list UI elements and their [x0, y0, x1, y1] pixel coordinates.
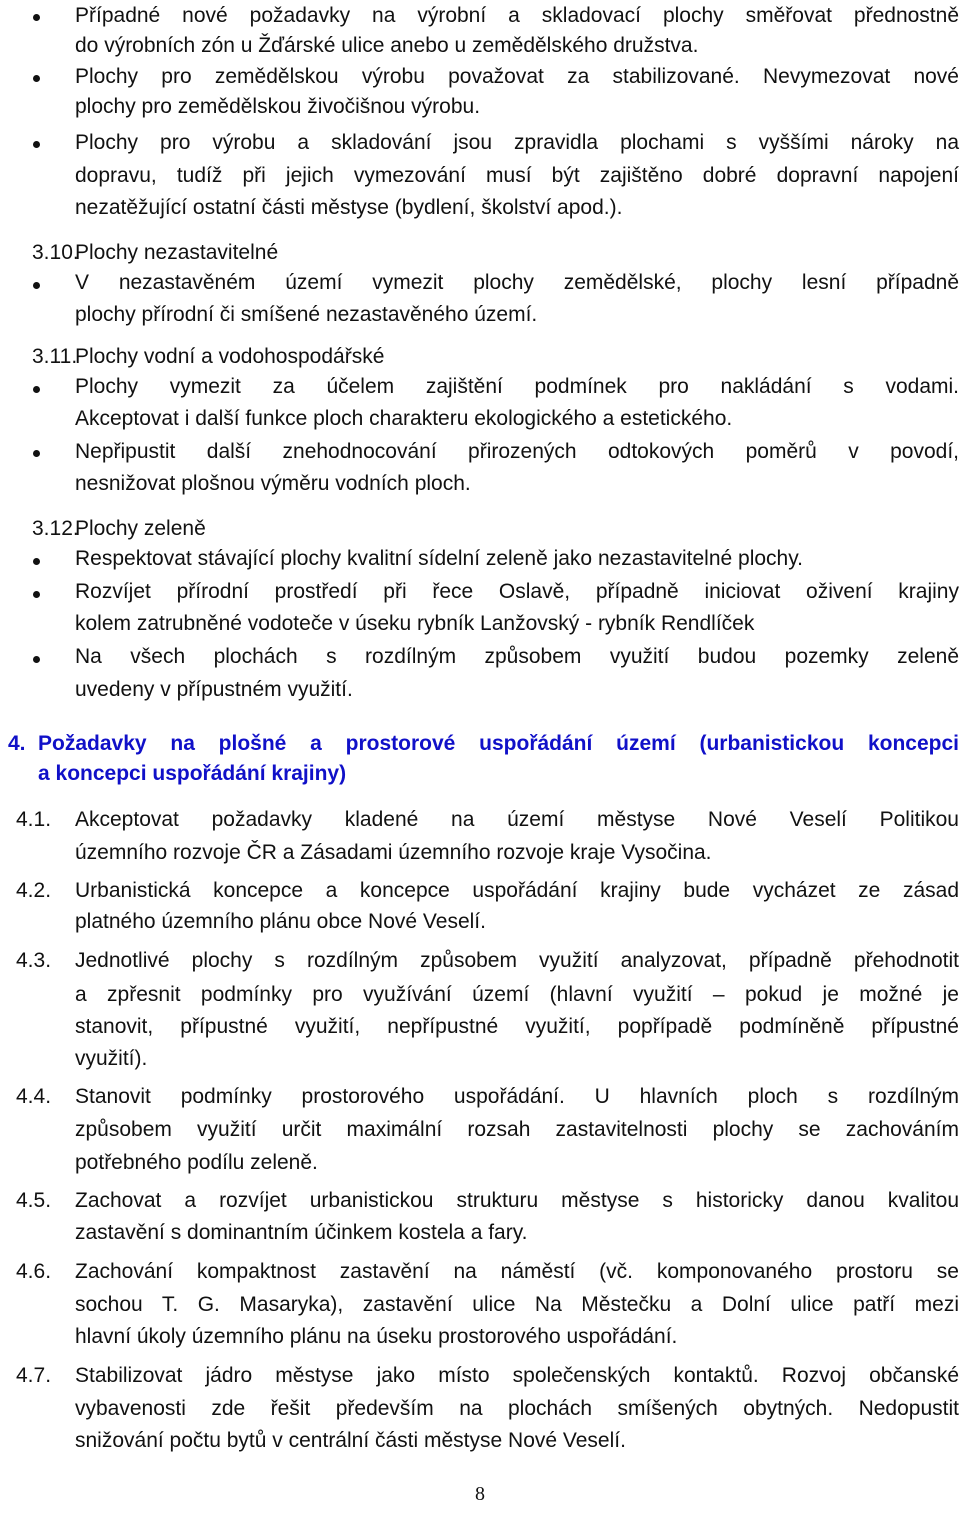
item-number: 4.4. [16, 1085, 52, 1108]
bullet-icon [33, 75, 40, 82]
text-line: využití). [75, 1047, 148, 1070]
text-line: platného územního plánu obce Nové Veselí. [75, 910, 486, 933]
text-line: Plochy vymezit za účelem zajištění podmínek pro nakládání s vodami. [75, 375, 959, 398]
text-line: Jednotlivé plochy s rozdílným způsobem využití analyzovat, případně přehodnotit [75, 949, 959, 972]
page-number: 8 [475, 1483, 485, 1505]
text-line: snižování počtu bytů v centrální části městyse Nové Veselí. [75, 1429, 626, 1452]
section-number: 3.12. [32, 517, 79, 540]
chapter-number: 4. [8, 732, 26, 755]
text-line: Stabilizovat jádro městyse jako místo společenských kontaktů. Rozvoj občanské [75, 1364, 959, 1387]
chapter-title: Požadavky na plošné a prostorové uspořádání území (urbanistickou koncepci [38, 732, 959, 755]
item-number: 4.1. [16, 808, 52, 831]
bullet-icon [33, 14, 40, 21]
item-number: 4.5. [16, 1189, 52, 1212]
text-line: nezatěžující ostatní části městyse (bydlení, školství apod.). [75, 196, 623, 219]
section-title: Plochy nezastavitelné [75, 241, 279, 264]
section-number: 3.10. [32, 241, 79, 264]
text-line: Na všech plochách s rozdílným způsobem využití budou pozemky zeleně [75, 645, 959, 668]
text-line: plochy přírodní či smíšené nezastavěného území. [75, 303, 538, 326]
chapter-title: a koncepci uspořádání krajiny) [38, 762, 347, 785]
bullet-icon [33, 141, 40, 148]
text-line: potřebného podílu zeleně. [75, 1151, 318, 1174]
text-line: V nezastavěném území vymezit plochy zemědělské, plochy lesní případně [75, 271, 959, 294]
bullet-icon [33, 386, 40, 393]
text-line: Urbanistická koncepce a koncepce uspořádání krajiny bude vycházet ze zásad [75, 879, 959, 902]
text-line: zastavění s dominantním účinkem kostela a fary. [75, 1221, 528, 1244]
section-title: Plochy vodní a vodohospodářské [75, 345, 385, 368]
text-line: Případné nové požadavky na výrobní a skladovací plochy směřovat přednostně [75, 4, 959, 27]
text-line: a zpřesnit podmínky pro využívání území (hlavní využití – pokud je možné je [75, 983, 959, 1006]
text-line: Rozvíjet přírodní prostředí při řece Oslavě, případně iniciovat oživení krajiny [75, 580, 959, 603]
text-line: kolem zatrubněné vodoteče v úseku rybník Lanžovský - rybník Rendlíček [75, 612, 755, 635]
text-line: stanovit, přípustné využití, nepřípustné využití, popřípadě podmíněně přípustné [75, 1015, 959, 1038]
bullet-icon [33, 558, 40, 565]
bullet-icon [33, 591, 40, 598]
section-title: Plochy zeleně [75, 517, 206, 540]
text-line: do výrobních zón u Žďárské ulice anebo u zemědělského družstva. [75, 34, 699, 57]
text-line: územního rozvoje ČR a Zásadami územního rozvoje kraje Vysočina. [75, 841, 712, 864]
text-line: Stanovit podmínky prostorového uspořádání. U hlavních ploch s rozdílným [75, 1085, 959, 1108]
text-line: dopravu, tudíž při jejich vymezování musí být zajištěno dobré dopravní napojení [75, 164, 959, 187]
text-line: vybavenosti zde řešit především na plochách smíšených obytných. Nedopustit [75, 1397, 959, 1420]
bullet-icon [33, 450, 40, 457]
item-number: 4.6. [16, 1260, 52, 1283]
bullet-icon [33, 282, 40, 289]
text-line: sochou T. G. Masaryka), zastavění ulice Na Městečku a Dolní ulice patří mezi [75, 1293, 959, 1316]
text-line: Respektovat stávající plochy kvalitní sídelní zeleně jako nezastavitelné plochy. [75, 547, 804, 570]
text-line: Zachovat a rozvíjet urbanistickou strukturu městyse s historicky danou kvalitou [75, 1189, 959, 1212]
item-number: 4.3. [16, 949, 52, 972]
text-line: Plochy pro zemědělskou výrobu považovat za stabilizované. Nevymezovat nové [75, 65, 959, 88]
text-line: hlavní úkoly územního plánu na úseku prostorového uspořádání. [75, 1325, 678, 1348]
text-line: Nepřipustit další znehodnocování přirozených odtokových poměrů v povodí, [75, 440, 959, 463]
item-number: 4.7. [16, 1364, 52, 1387]
text-line: uvedeny v přípustném využití. [75, 678, 353, 701]
text-line: způsobem využití určit maximální rozsah zastavitelnosti plochy se zachováním [75, 1118, 959, 1141]
text-line: plochy pro zemědělskou živočišnou výrobu. [75, 95, 481, 118]
text-line: nesnižovat plošnou výměru vodních ploch. [75, 472, 471, 495]
text-line: Plochy pro výrobu a skladování jsou zpravidla plochami s vyššími nároky na [75, 131, 959, 154]
bullet-icon [33, 656, 40, 663]
text-line: Akceptovat požadavky kladené na území městyse Nové Veselí Politikou [75, 808, 959, 831]
item-number: 4.2. [16, 879, 52, 902]
section-number: 3.11. [32, 345, 78, 368]
text-line: Akceptovat i další funkce ploch charakteru ekologického a estetického. [75, 407, 733, 430]
text-line: Zachování kompaktnost zastavění na náměstí (vč. komponovaného prostoru se [75, 1260, 959, 1283]
